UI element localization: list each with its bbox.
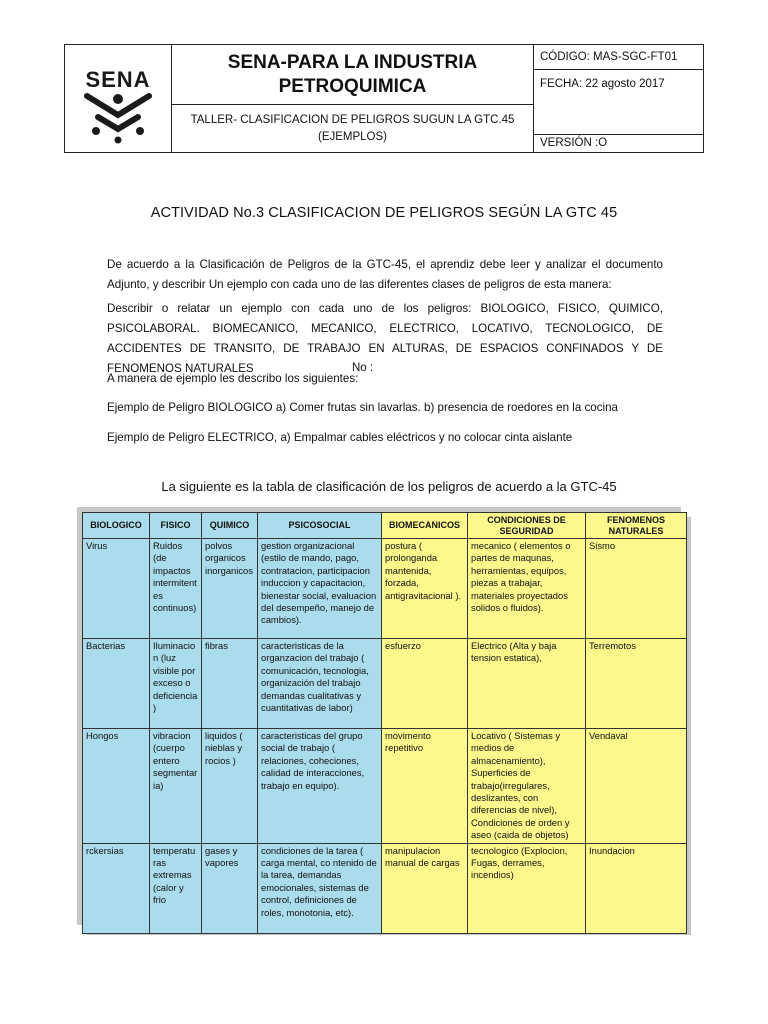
title-line-2: PETROQUIMICA: [278, 75, 427, 97]
paragraph-examples-intro: A manera de ejemplo les describo los siguientes:: [107, 372, 359, 385]
table-cell: Terremotos: [586, 639, 687, 729]
table-cell: caracteristicas de la organzacion del trabajo ( comunicación, tecnologia, organización del trabajo demandas cualitativas y cuantitativas de labor): [258, 639, 382, 729]
table-cell: postura ( prolonganda mantenida, forzada, antigravitacional ).: [382, 539, 468, 639]
table-cell: liquidos ( nieblas y rocios ): [202, 729, 258, 844]
table-cell: polvos organicos inorganicos: [202, 539, 258, 639]
table-cell: Virus: [83, 539, 150, 639]
table-row: [83, 843, 687, 933]
header-fenomenos-naturales: FENOMENOS NATURALES: [586, 513, 687, 539]
fecha-field: FECHA: 22 agosto 2017: [534, 70, 703, 135]
table-cell: Locativo ( Sistemas y medios de almacenamiento), Superficies de trabajo(irregulares, deslizantes, con diferencias de nivel), Condiciones de orden y aseo (caida de objetos): [468, 729, 586, 844]
table-cell: Iluminacion (luz visible por exceso o deficiencia): [150, 639, 202, 729]
table-cell: gases y vapores: [202, 843, 258, 933]
table-row: [83, 539, 687, 639]
table-cell: condiciones de la tarea ( carga mental, co ntenido de la tarea, demandas emocionales, sistemas de control, definiciones de roles, monotonia, etc).: [258, 843, 382, 933]
classification-table: [82, 512, 687, 934]
paragraph-instructions: De acuerdo a la Clasificación de Peligros de la GTC-45, el aprendiz debe leer y analizar el documento Adjunto, y describir Un ejemplo con cada uno de las diferentes clases de peligros de esta manera:: [107, 258, 663, 291]
table-cell: Ruidos (de impactos intermitentes continuos): [150, 539, 202, 639]
document-subtitle: [172, 105, 533, 152]
table-cell: Electrico (Alta y baja tension estatica),: [468, 639, 586, 729]
paragraph-example-biologico: Ejemplo de Peligro BIOLOGICO a) Comer frutas sin lavarlas. b) presencia de roedores en la cocina: [107, 401, 619, 414]
version-field: VERSIÓN :O: [540, 137, 608, 149]
table-cell: fibras: [202, 639, 258, 729]
table-cell: vibracion (cuerpo entero segmentaria): [150, 729, 202, 844]
title-cell: [172, 45, 534, 152]
codigo-field: CÓDIGO: MAS-SGC-FT01: [534, 45, 703, 70]
table-cell: tecnologico (Explocion, Fugas, derrames, incendios): [468, 843, 586, 933]
table-cell: caracteristicas del grupo social de trabajo ( relaciones, coheciones, calidad de interacciones, trabajo en equipo).: [258, 729, 382, 844]
header-biologico: BIOLOGICO: [83, 513, 150, 539]
table-header-row: [83, 513, 687, 539]
table-cell: manipulacion manual de cargas: [382, 843, 468, 933]
table-row: [83, 729, 687, 844]
sena-logo: [65, 45, 172, 152]
table-cell: Bacterias: [83, 639, 150, 729]
table-row: [83, 639, 687, 729]
logo-cell: [65, 45, 172, 152]
table-cell: Sismo: [586, 539, 687, 639]
stray-text: No :: [352, 362, 374, 374]
table-cell: gestion organizacional (estilo de mando, pago, contratacion, participacion induccion y capacitacion, bienestar social, evaluacion del desempeño, manejo de cambios).: [258, 539, 382, 639]
header-biomecanicos: BIOMECANICOS: [382, 513, 468, 539]
table-cell: esfuerzo: [382, 639, 468, 729]
table-cell: Inundacion: [586, 843, 687, 933]
meta-cell: [534, 45, 703, 152]
svg-text:SENA: SENA: [85, 67, 151, 92]
header-quimico: QUIMICO: [202, 513, 258, 539]
table-cell: temperaturas extremas (calor y frio: [150, 843, 202, 933]
document-title: [172, 45, 533, 105]
table-caption: La siguiente es la tabla de clasificación de los peligros de acuerdo a la GTC-45: [161, 479, 617, 494]
header-condiciones-seguridad: CONDICIONES DE SEGURIDAD: [468, 513, 586, 539]
paragraph-example-electrico: Ejemplo de Peligro ELECTRICO, a) Empalmar cables eléctricos y no colocar cinta aislante: [107, 431, 573, 444]
table-cell: mecanico ( elementos o partes de maqunas, herramientas, equipos, piezas a trabajar, materiales proyectados solidos o fluidos).: [468, 539, 586, 639]
header-fisico: FISICO: [150, 513, 202, 539]
title-line-1: SENA-PARA LA INDUSTRIA: [227, 51, 478, 73]
table-cell: Vendaval: [586, 729, 687, 844]
paragraph-hazard-list: Describir o relatar un ejemplo con cada uno de los peligros: BIOLOGICO, FISICO, QUIMICO, PSICOLABORAL. BIOMECANICO, MECANICO, ELECTRICO, LOCATIVO, TECNOLOGICO, DE ACCIDENTES DE TRANSITO, DE TRABAJO EN ALTURAS, DE ESPACIOS CONFINADOS Y DE FENOMENOS NATURALES: [107, 302, 663, 375]
subtitle-line-1: TALLER- CLASIFICACION DE PELIGROS SUGUN LA GTC.45: [190, 113, 515, 126]
header-psicosocial: PSICOSOCIAL: [258, 513, 382, 539]
subtitle-line-2: (EJEMPLOS): [317, 130, 387, 143]
activity-title: ACTIVIDAD No.3 CLASIFICACION DE PELIGROS SEGÚN LA GTC 45: [150, 205, 618, 221]
document-header: [64, 44, 704, 153]
table-cell: Hongos: [83, 729, 150, 844]
table-cell: movimento repetitivo: [382, 729, 468, 844]
table-cell: rckersias: [83, 843, 150, 933]
classification-table-frame: [82, 512, 686, 930]
